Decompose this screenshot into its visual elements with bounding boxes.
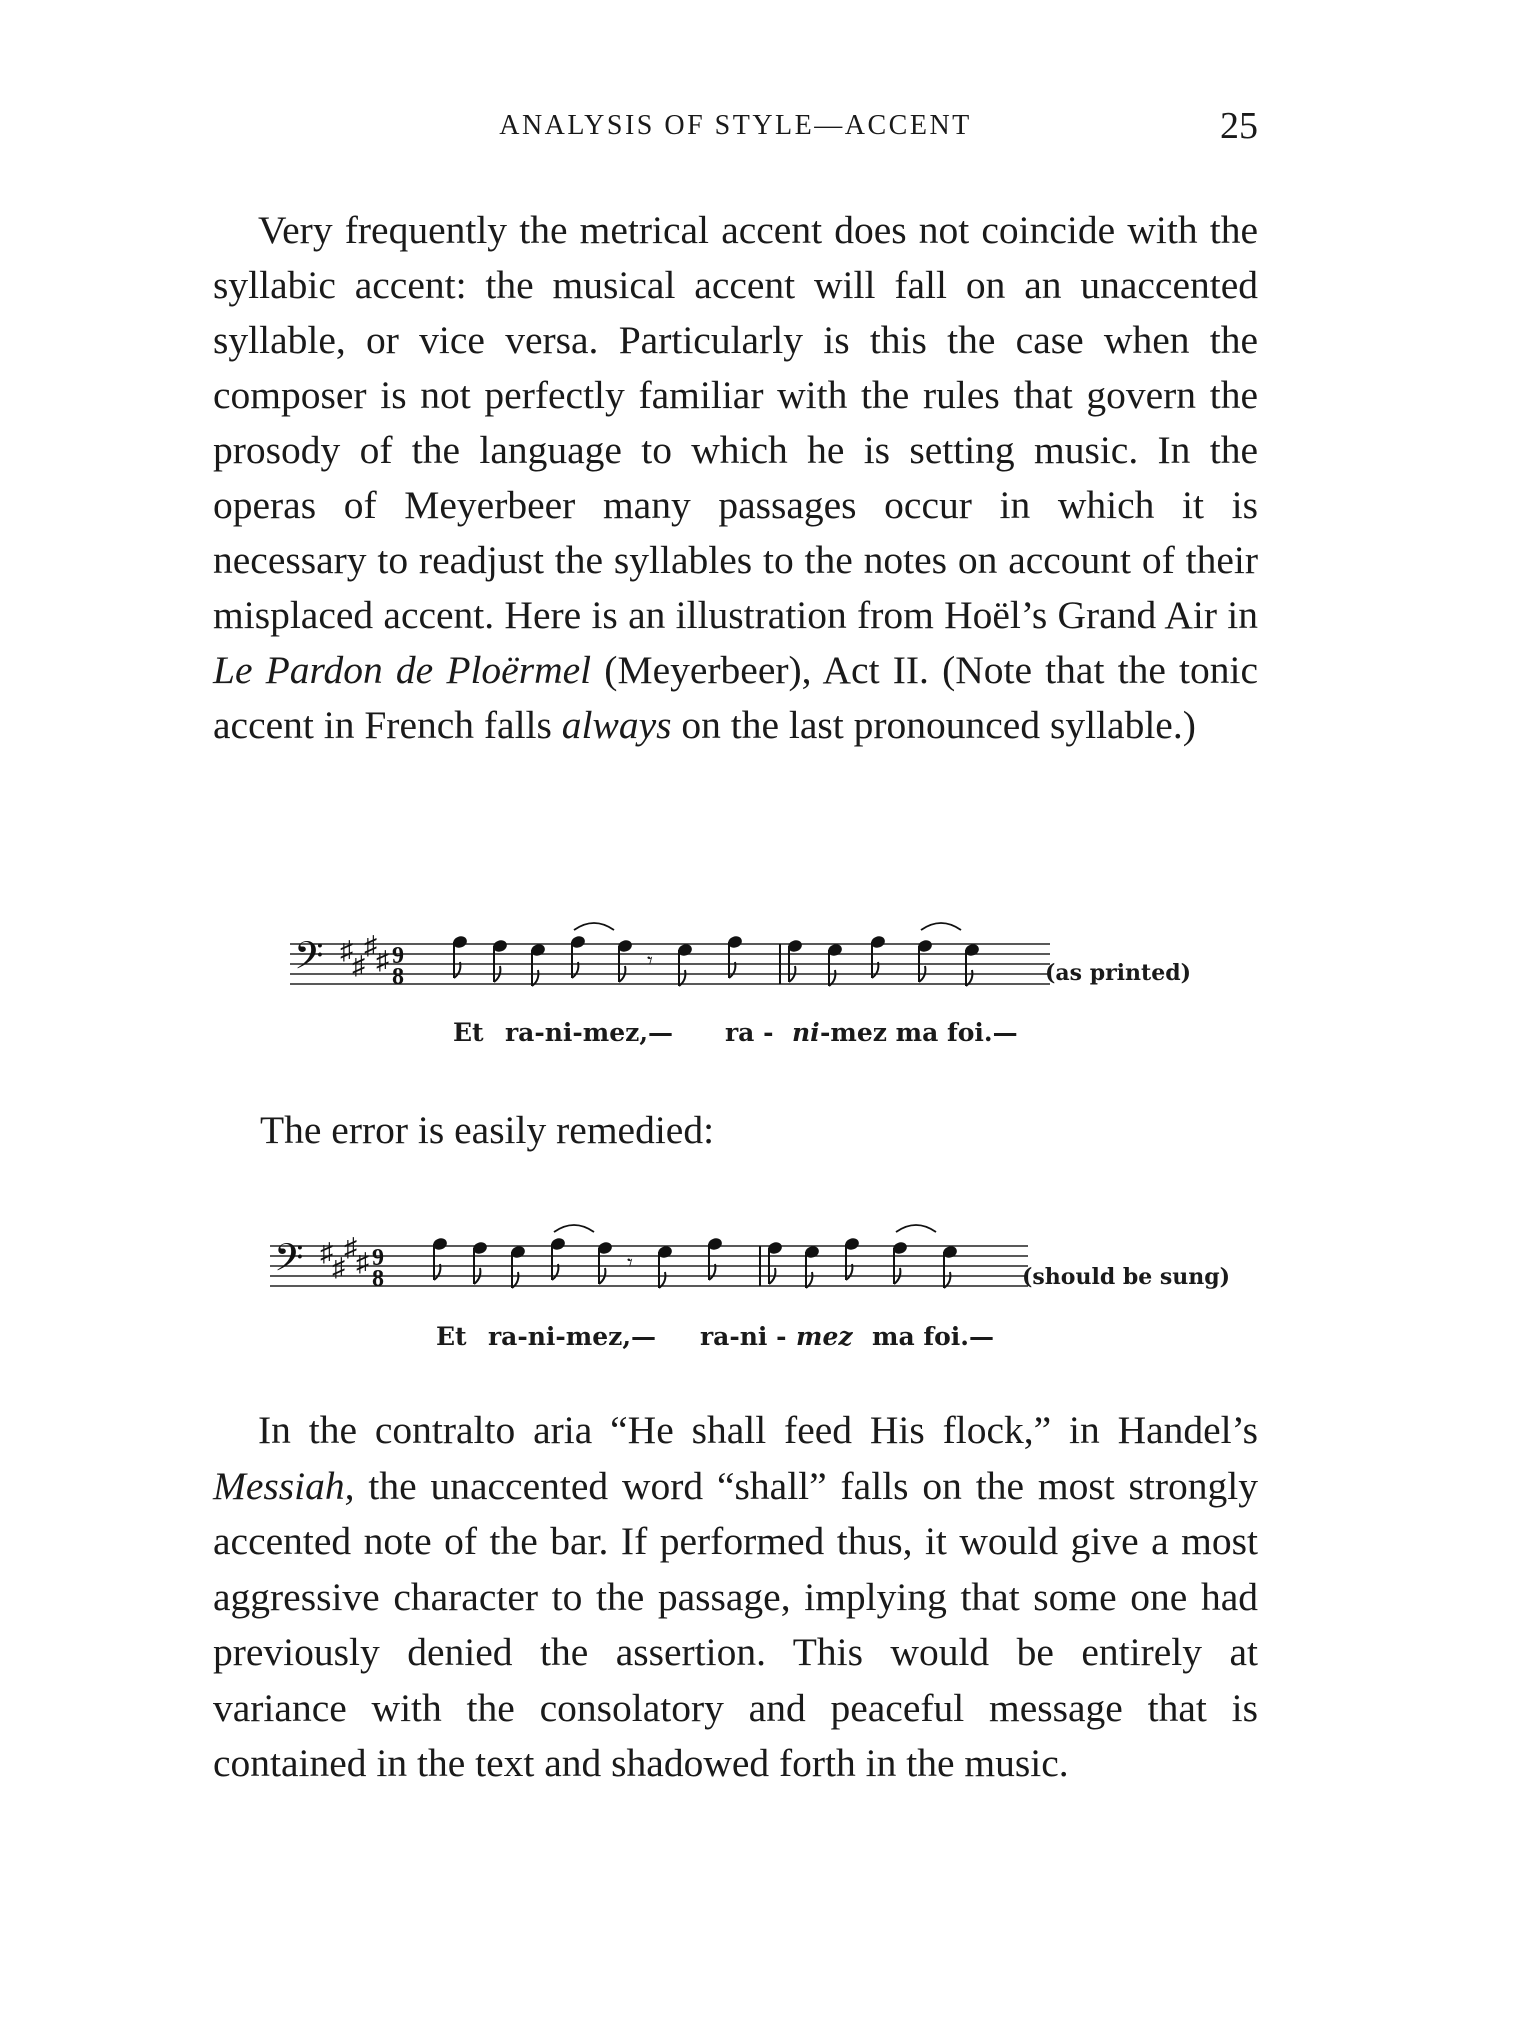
staff-lines [290,944,1050,984]
eighth-rest-icon: 𝄾 [647,948,653,973]
page-number: 25 [1220,105,1258,147]
work-title: Messiah, [213,1463,355,1508]
lyric-ni: ni [792,1018,820,1047]
running-head: ANALYSIS OF STYLE—ACCENT [499,110,972,141]
tie-icon [921,923,961,930]
sharp-icon: ♯ [376,946,389,975]
time-signature-numerator: 9 [372,1245,384,1271]
page-header [213,105,1258,158]
lyric-ra-ni: ra-ni - [700,1322,787,1351]
lyric-et: Et [436,1322,467,1351]
sharp-icon: ♯ [340,936,353,965]
paragraph-meyerbeer [213,203,1258,753]
sharp-icon: ♯ [356,1248,369,1277]
lyric-et: Et [453,1018,484,1047]
eighth-rest-icon: 𝄾 [627,1250,633,1275]
paragraph-1-text-b: (Meyerbeer), Act II. (Note that the tonic accent in French falls [213,648,1258,747]
lyric-ra-ni-mez: ra-ni-mez,— [488,1322,657,1351]
lyric-ra: ra - [725,1018,774,1047]
opera-title: Le Pardon de Ploërmel [213,648,592,692]
music-example-as-printed [260,900,1260,1047]
paragraph-3-text-b: the unaccented word “shall” falls on the most strongly accented note of the bar. If performed thus, it would give a most aggressive character to the passage, implying that some one had previously denied the assertion. This would be entirely at variance with the consolatory and peaceful message that is contained in the text and shadowed forth in the music. [213,1463,1258,1785]
paragraph-1-text-a: Very frequently the metrical accent does not coincide with the syllabic accent: the musical accent will fall on an unaccented syllable, or vice versa. Particularly is this the case when the composer is not perfectly familiar with the rules that govern the prosody of the language to which he is setting music. In the operas of Meyerbeer many passages occur in which it is necessary to readjust the syllables to the notes on account of their misplaced accent. Here is an illustration from Hoël’s Grand Air in [213,208,1258,637]
tie-icon [896,1225,936,1232]
sharp-icon: ♯ [364,931,377,960]
example-label: (should be sung) [1022,1264,1231,1290]
lyric-ra-ni-mez: ra-ni-mez,— [505,1018,674,1047]
sharp-icon: ♯ [332,1253,345,1282]
lyrics-line [260,1322,1060,1356]
paragraph-remedy: The error is easily remedied: [260,1108,715,1152]
music-example-should-be-sung [260,1202,1260,1351]
lyric-mez: mez [796,1322,853,1351]
time-signature-denominator: 8 [392,964,404,990]
bass-clef-icon: 𝄢 [274,1235,304,1289]
paragraph-3-text-a: In the contralto aria “He shall feed His flock,” in Handel’s [258,1408,1258,1452]
lyric-mez-ma-foi: -mez ma foi.— [820,1018,1018,1047]
lyric-ma-foi: ma foi.— [872,1322,994,1351]
tie-icon [554,1225,594,1232]
sharp-icon: ♯ [352,951,365,980]
staff-notation-1 [260,900,1060,1020]
sharp-icon: ♯ [320,1238,333,1267]
paragraph-messiah [213,1403,1258,1792]
tie-icon [574,923,614,930]
emphasis-always: always [561,703,672,747]
time-signature-numerator: 9 [392,943,404,969]
sharp-icon: ♯ [344,1233,357,1262]
paragraph-1-text-c: on the last pronounced syllable.) [671,703,1196,747]
time-signature-denominator: 8 [372,1266,384,1292]
bass-clef-icon: 𝄢 [294,933,324,987]
lyrics-line [260,1018,1060,1052]
example-label: (as printed) [1045,960,1191,986]
staff-notation-2 [260,1202,1060,1322]
